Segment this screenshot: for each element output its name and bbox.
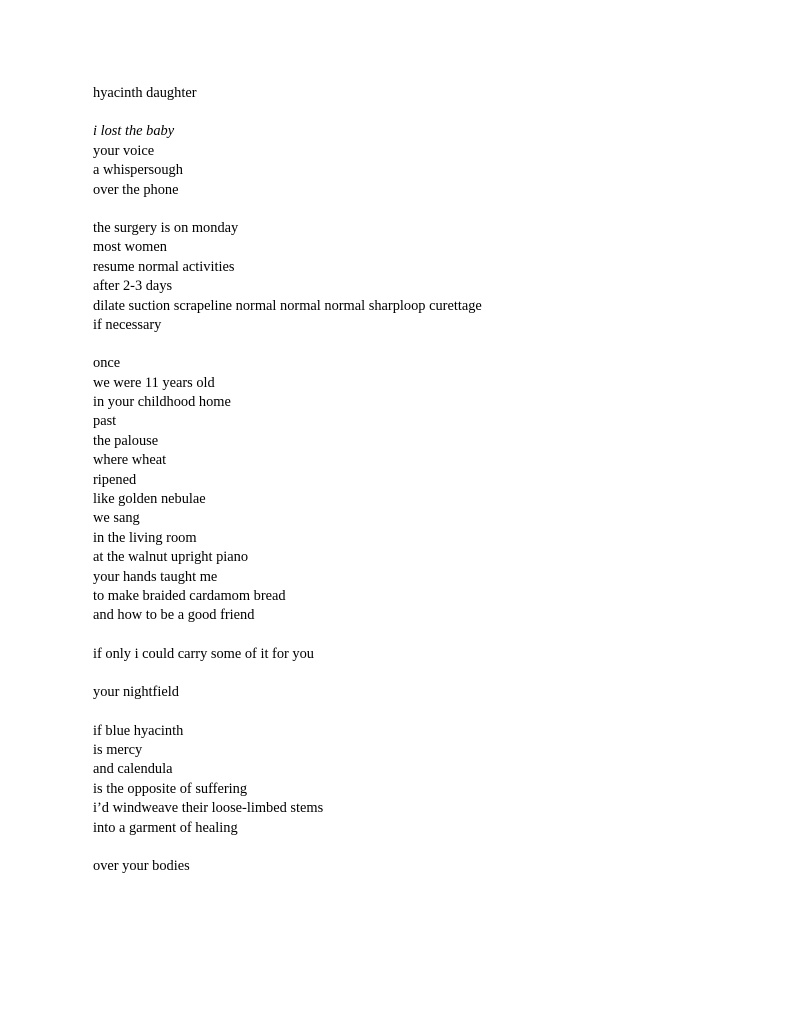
poem-stanza	[93, 645, 783, 664]
poem-line: and how to be a good friend	[93, 607, 255, 624]
poem-stanza	[93, 722, 783, 838]
poem-line: i lost the baby	[93, 123, 175, 140]
poem-line: after 2-3 days	[93, 278, 173, 295]
poem-line: your voice	[93, 142, 155, 159]
poem-line: dilate suction scrapeline normal normal normal sharploop curettage	[93, 297, 482, 314]
poem-line: the surgery is on monday	[93, 219, 239, 236]
poem-line: most women	[93, 239, 167, 256]
poem-line: over the phone	[93, 181, 179, 198]
poem-line: to make braided cardamom bread	[93, 587, 286, 604]
poem-line: is the opposite of suffering	[93, 780, 248, 797]
poem-stanza	[93, 219, 783, 335]
poem-line: resume normal activities	[93, 258, 235, 275]
poem-line: and calendula	[93, 761, 173, 778]
poem-body	[93, 122, 783, 876]
poem-stanza	[93, 354, 783, 625]
poem-line: once	[93, 355, 121, 372]
poem-line: i’d windweave their loose-limbed stems	[93, 800, 324, 817]
poem-stanza	[93, 683, 783, 702]
poem-line: we sang	[93, 510, 140, 527]
poem-line: into a garment of healing	[93, 819, 238, 836]
poem-line: if only i could carry some of it for you	[93, 645, 315, 662]
poem-line: ripened	[93, 471, 137, 488]
poem-document	[93, 84, 783, 876]
poem-line: your hands taught me	[93, 568, 218, 585]
poem-line: is mercy	[93, 741, 143, 758]
poem-line: your nightfield	[93, 684, 179, 701]
poem-line: past	[93, 413, 117, 430]
poem-line: like golden nebulae	[93, 491, 206, 508]
poem-line: a whispersough	[93, 162, 183, 179]
poem-title: hyacinth daughter	[93, 85, 197, 101]
poem-line: where wheat	[93, 452, 167, 469]
poem-line: in your childhood home	[93, 394, 231, 411]
poem-line: the palouse	[93, 432, 159, 449]
poem-line: at the walnut upright piano	[93, 549, 249, 566]
poem-line: in the living room	[93, 529, 197, 546]
poem-line: we were 11 years old	[93, 374, 215, 391]
poem-line: if blue hyacinth	[93, 722, 184, 739]
poem-line: over your bodies	[93, 857, 190, 874]
poem-stanza	[93, 857, 783, 876]
poem-line: if necessary	[93, 316, 162, 333]
poem-stanza	[93, 122, 783, 200]
